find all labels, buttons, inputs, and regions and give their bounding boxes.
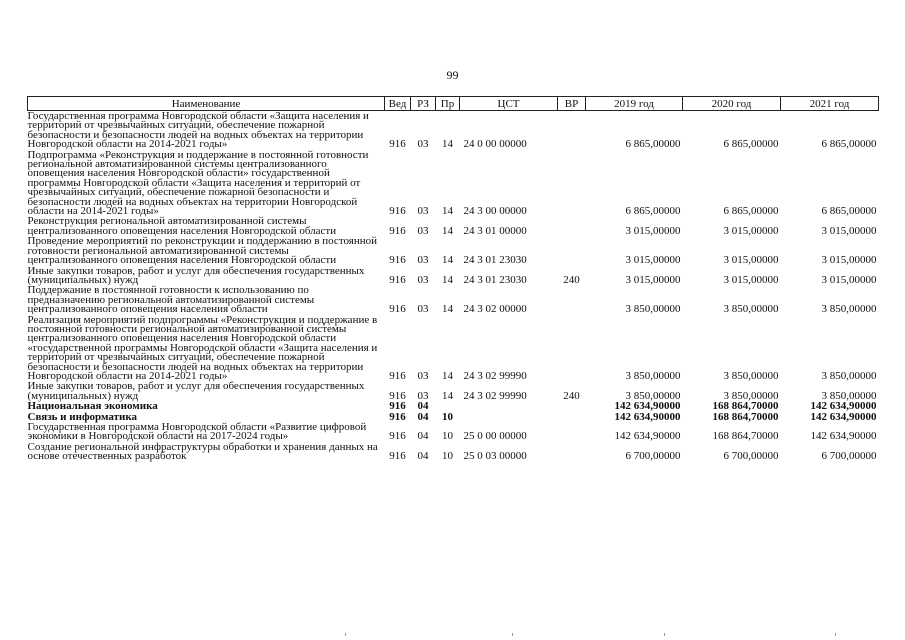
row-cst: 24 3 01 00000	[463, 224, 527, 237]
table-body	[28, 111, 879, 462]
row-cst: 25 0 00 00000	[463, 430, 527, 443]
row-2020: 168 864,70000	[712, 430, 779, 443]
row-2020: 6 700,00000	[723, 450, 779, 463]
row-vr: 240	[563, 389, 580, 402]
row-rz: 03	[417, 138, 429, 151]
row-cst	[460, 401, 558, 411]
row-cst: 24 3 02 00000	[463, 303, 527, 316]
row-2021: 3 850,00000	[821, 369, 877, 382]
row-ved: 916	[389, 303, 406, 316]
row-cst: 24 0 00 00000	[463, 138, 527, 151]
row-rz: 04	[417, 400, 429, 413]
row-2020: 168 864,70000	[712, 400, 779, 413]
row-pr: 14	[442, 254, 453, 267]
row-2021: 142 634,90000	[810, 400, 877, 413]
row-2021: 6 865,00000	[821, 205, 877, 218]
row-ved: 916	[389, 400, 406, 413]
row-pr: 10	[442, 430, 453, 443]
row-2019: 142 634,90000	[614, 410, 681, 423]
row-ved: 916	[389, 273, 406, 286]
row-ved: 916	[389, 410, 406, 423]
row-2020: 3 015,00000	[723, 224, 779, 237]
row-2020: 3 015,00000	[723, 254, 779, 267]
row-ved: 916	[389, 430, 406, 443]
row-2019: 3 850,00000	[625, 303, 681, 316]
row-2021: 6 700,00000	[821, 450, 877, 463]
row-ved: 916	[389, 254, 406, 267]
row-name: Иные закупки товаров, работ и услуг для обеспечения государственных (муниципальных) нужд	[27, 380, 365, 402]
row-vr	[558, 236, 586, 265]
row-vr: 240	[563, 273, 580, 286]
row-name: Проведение мероприятий по реконструкции и поддержанию в постоянной готовности региональной автоматизированной системы централизованного оповещения населения Новгородской области	[27, 235, 377, 267]
table-row	[28, 150, 879, 217]
row-cst: 24 3 01 23030	[463, 273, 527, 286]
row-pr: 10	[442, 410, 453, 423]
row-name: Подпрограмма «Реконструкция и поддержание в постоянной готовности региональной автоматизированной системы централизованного оповещения населения Новгородской области» государственной программы Новгородской области «Защита населения и территорий от чрезвычайных ситуаций, обеспечение пожарной безопасности и безопасности людей на водных объектах на территории Новгородской области на 2014-2021 годы»	[27, 148, 369, 218]
row-2019: 6 700,00000	[625, 450, 681, 463]
row-pr: 14	[442, 224, 453, 237]
row-vr	[558, 150, 586, 217]
row-rz: 03	[417, 254, 429, 267]
row-ved: 916	[389, 369, 406, 382]
row-rz: 03	[417, 205, 429, 218]
row-name: Государственная программа Новгородской области «Развитие цифровой экономики в Новгородской области на 2017-2024 годы»	[27, 421, 367, 443]
row-2021: 3 015,00000	[821, 254, 877, 267]
budget-table	[27, 96, 879, 462]
row-rz: 04	[417, 410, 429, 423]
header-2021: 2021 год	[781, 97, 879, 111]
header-pr: Пр	[436, 97, 460, 111]
row-vr	[558, 111, 586, 150]
row-2019: 142 634,90000	[614, 400, 681, 413]
header-2020: 2020 год	[683, 97, 781, 111]
table-row	[28, 285, 879, 314]
row-2020: 3 015,00000	[723, 273, 779, 286]
row-ved: 916	[389, 138, 406, 151]
row-name: Связь и информатика	[27, 410, 138, 423]
row-cst: 24 3 00 00000	[463, 205, 527, 218]
row-name: Иные закупки товаров, работ и услуг для обеспечения государственных (муниципальных) нужд	[27, 264, 365, 286]
row-2021: 3 850,00000	[821, 303, 877, 316]
row-cst	[460, 412, 558, 422]
row-pr: 14	[442, 369, 453, 382]
row-vr	[558, 401, 586, 411]
row-2019: 6 865,00000	[625, 205, 681, 218]
row-vr	[558, 422, 586, 442]
row-2019: 142 634,90000	[614, 430, 681, 443]
row-2019: 3 015,00000	[625, 224, 681, 237]
row-pr: 14	[442, 389, 453, 402]
row-ved: 916	[389, 205, 406, 218]
row-name: Национальная экономика	[27, 400, 158, 413]
row-name: Государственная программа Новгородской области «Защита населения и территорий от чрезвычайных ситуаций, обеспечение пожарной безопасности и безопасности людей на водных объектах на территории Новгородской области на 2014-2021 годы»	[27, 110, 369, 151]
row-rz: 03	[417, 273, 429, 286]
table-row	[28, 266, 879, 286]
row-2021: 6 865,00000	[821, 138, 877, 151]
table-row	[28, 422, 879, 442]
row-name: Реализация мероприятий подпрограммы «Реконструкция и поддержание в постоянной готовности региональной автоматизированной системы централизованного оповещения населения Новгородской области «государственной программы Новгородской области «Защита населения и территорий от чрезвычайных ситуаций, обеспечение пожарной безопасности и безопасности людей на водных объектах на территории Новгородской области на 2014-2021 годы»	[27, 313, 378, 382]
row-2020: 6 865,00000	[723, 138, 779, 151]
row-2021: 3 850,00000	[821, 389, 877, 402]
header-cst: ЦСТ	[460, 97, 558, 111]
row-pr: 14	[442, 303, 453, 316]
row-vr	[558, 285, 586, 314]
row-2021: 142 634,90000	[810, 410, 877, 423]
row-cst: 25 0 03 00000	[463, 450, 527, 463]
row-cst: 24 3 02 99990	[463, 369, 527, 382]
header-2019: 2019 год	[586, 97, 683, 111]
row-vr	[558, 442, 586, 462]
row-name: Поддержание в постоянной готовности к использованию по предназначению региональной автоматизированной системы централизованного оповещения населения области	[27, 284, 315, 316]
row-cst: 24 3 02 99990	[463, 389, 527, 402]
row-2019: 3 015,00000	[625, 254, 681, 267]
row-2021: 3 015,00000	[821, 273, 877, 286]
table-row	[28, 216, 879, 236]
row-ved: 916	[389, 389, 406, 402]
row-pr: 14	[442, 273, 453, 286]
row-pr: 14	[442, 138, 453, 151]
row-2019: 6 865,00000	[625, 138, 681, 151]
row-2020: 6 865,00000	[723, 205, 779, 218]
row-vr	[558, 216, 586, 236]
row-vr	[558, 412, 586, 422]
row-2021: 3 015,00000	[821, 224, 877, 237]
row-rz: 04	[417, 450, 429, 463]
row-rz: 03	[417, 303, 429, 316]
header-rz: РЗ	[411, 97, 436, 111]
row-2021: 142 634,90000	[810, 430, 877, 443]
row-2020: 3 850,00000	[723, 303, 779, 316]
row-ved: 916	[389, 450, 406, 463]
row-rz: 03	[417, 389, 429, 402]
header-name: Наименование	[28, 97, 385, 111]
row-vr	[558, 315, 586, 382]
table-row	[28, 111, 879, 150]
row-2019: 3 850,00000	[625, 389, 681, 402]
row-rz: 03	[417, 224, 429, 237]
row-2020: 3 850,00000	[723, 369, 779, 382]
row-2019: 3 015,00000	[625, 273, 681, 286]
header-ved: Вед	[385, 97, 411, 111]
table-row	[28, 315, 879, 382]
row-cst: 24 3 01 23030	[463, 254, 527, 267]
row-pr: 14	[442, 205, 453, 218]
row-rz: 03	[417, 369, 429, 382]
row-pr: 10	[442, 450, 453, 463]
page-number: 99	[446, 68, 459, 82]
table-row	[28, 442, 879, 462]
row-ved: 916	[389, 224, 406, 237]
row-name: Реконструкция региональной автоматизированной системы централизованного оповещения населения Новгородской области	[27, 215, 337, 237]
table-row	[28, 236, 879, 265]
header-vr: ВР	[558, 97, 586, 111]
row-rz: 04	[417, 430, 429, 443]
row-name: Создание региональной инфраструктуры обработки и хранения данных на основе отечественных разработок	[27, 440, 378, 463]
table-header	[28, 97, 879, 111]
row-2019: 3 850,00000	[625, 369, 681, 382]
scan-artifacts	[0, 632, 905, 636]
row-2020: 168 864,70000	[712, 410, 779, 423]
row-2020: 3 850,00000	[723, 389, 779, 402]
table-row	[28, 381, 879, 401]
